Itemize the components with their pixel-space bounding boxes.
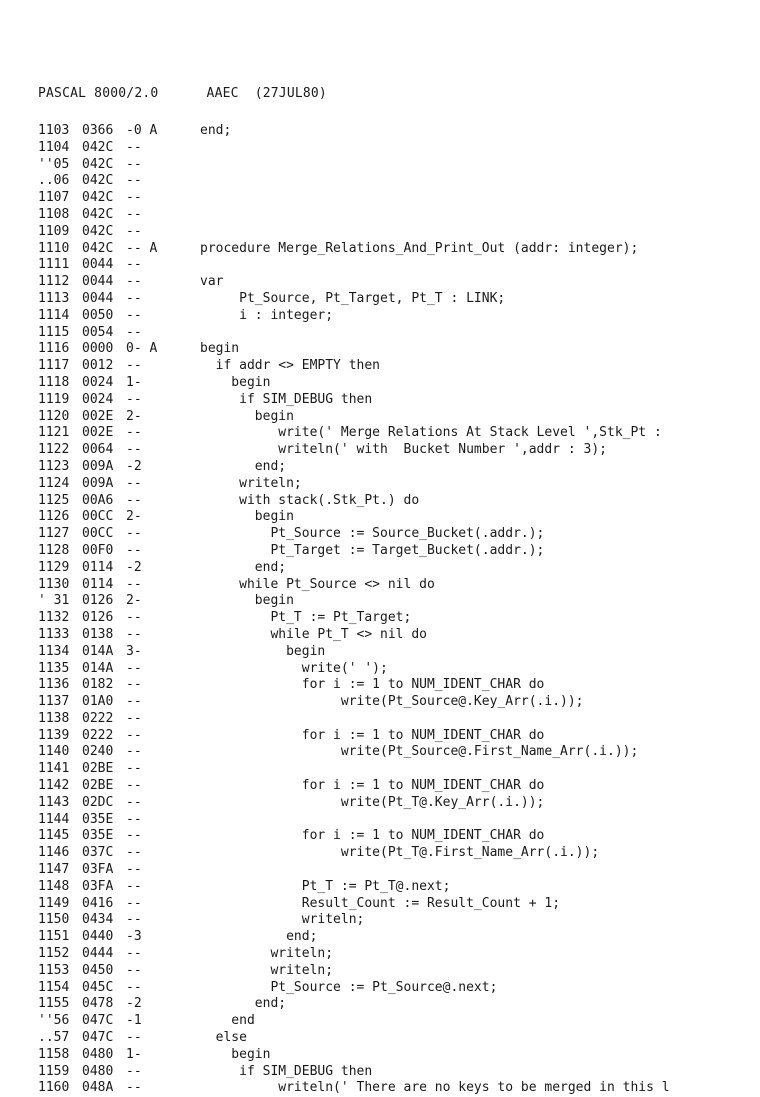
nesting-level: -- [126, 1030, 142, 1046]
listing-line [38, 593, 760, 610]
address: 0138 [82, 626, 114, 642]
nesting-level: -2 [126, 996, 142, 1012]
source-code: end; [200, 996, 287, 1012]
line-number: 1155 [38, 996, 70, 1012]
address: 00F0 [82, 542, 114, 558]
nesting-level: -- [126, 492, 142, 508]
line-number: 1103 [38, 123, 70, 138]
address: 042C [82, 240, 114, 256]
listing-line [38, 375, 760, 392]
listing-line [38, 946, 760, 963]
line-number: 1126 [38, 509, 70, 525]
address: 014A [82, 660, 114, 676]
address: 0114 [82, 576, 114, 592]
source-code: write(' '); [200, 660, 388, 676]
listing-line [38, 157, 760, 174]
nesting-level: -- [126, 794, 142, 810]
source-code: begin [200, 374, 271, 390]
nesting-level: -- [126, 677, 142, 693]
address: 0416 [82, 895, 114, 911]
source-code: write(Pt_T@.Key_Arr(.i.)); [200, 794, 545, 810]
line-number: 1158 [38, 1046, 70, 1062]
source-code: with stack(.Stk_Pt.) do [200, 492, 420, 508]
nesting-level: -- [126, 475, 142, 491]
listing-line [38, 610, 760, 627]
nesting-level: 2- [126, 408, 142, 424]
address: 0012 [82, 358, 114, 374]
source-code: for i := 1 to NUM_IDENT_CHAR do [200, 828, 545, 844]
address: 042C [82, 173, 114, 189]
listing-line [38, 392, 760, 409]
line-number: 1151 [38, 929, 70, 945]
nesting-level: -- [126, 862, 142, 878]
listing-line [38, 627, 760, 644]
address: 0114 [82, 559, 114, 575]
source-code: Pt_Source := Pt_Source@.next; [200, 979, 498, 995]
listing-line [38, 761, 760, 778]
line-number: 1104 [38, 139, 70, 155]
source-code: writeln(' There are no keys to be merged in this l [200, 1080, 670, 1096]
source-code: write(Pt_T@.First_Name_Arr(.i.)); [200, 845, 600, 861]
address: 0440 [82, 929, 114, 945]
line-number: 1139 [38, 727, 70, 743]
nesting-level: 1- [126, 1046, 142, 1062]
nesting-level: -- [126, 710, 142, 726]
nesting-level: -2 [126, 559, 142, 575]
line-number: 1135 [38, 660, 70, 676]
listing-line [38, 173, 760, 190]
address: 009A [82, 458, 114, 474]
source-code: end; [200, 929, 318, 945]
nesting-level: -- [126, 442, 142, 458]
line-number: 1122 [38, 442, 70, 458]
address: 0024 [82, 374, 114, 390]
source-code: for i := 1 to NUM_IDENT_CHAR do [200, 778, 545, 794]
listing-line [38, 241, 760, 258]
listing-line [38, 509, 760, 526]
listing-line [38, 291, 760, 308]
source-code: end [200, 1013, 255, 1029]
line-number: 1111 [38, 257, 70, 273]
source-code: Pt_Target := Target_Bucket(.addr.); [200, 542, 545, 558]
listing-line [38, 677, 760, 694]
address: 0000 [82, 341, 114, 357]
address: 02DC [82, 794, 114, 810]
line-number: 1116 [38, 341, 70, 357]
nesting-level: -- [126, 694, 142, 710]
source-code: if SIM_DEBUG then [200, 391, 373, 407]
listing-line [38, 1030, 760, 1047]
address: 03FA [82, 862, 114, 878]
address: 042C [82, 223, 114, 239]
source-code: while Pt_Source <> nil do [200, 576, 435, 592]
line-number: 1145 [38, 828, 70, 844]
line-number: 1138 [38, 710, 70, 726]
address: 0126 [82, 593, 114, 609]
address: 042C [82, 139, 114, 155]
nesting-level: -- [126, 912, 142, 928]
listing-line [38, 778, 760, 795]
nesting-level: -- [126, 878, 142, 894]
line-number: 1143 [38, 794, 70, 810]
line-number: 1146 [38, 845, 70, 861]
address: 047C [82, 1030, 114, 1046]
listing-line [38, 257, 760, 274]
address: 0366 [82, 123, 114, 138]
listing-line [38, 963, 760, 980]
nesting-level: -- [126, 391, 142, 407]
source-code: write(Pt_Source@.First_Name_Arr(.i.)); [200, 744, 639, 760]
listing-line [38, 980, 760, 997]
address: 02BE [82, 778, 114, 794]
address: 042C [82, 190, 114, 206]
address: 00CC [82, 526, 114, 542]
line-number: 1107 [38, 190, 70, 206]
line-number: 1130 [38, 576, 70, 592]
listing-line [38, 744, 760, 761]
line-number: 1123 [38, 458, 70, 474]
source-code: Pt_Source := Source_Bucket(.addr.); [200, 526, 545, 542]
nesting-level: -- [126, 811, 142, 827]
line-number: 1115 [38, 324, 70, 340]
nesting-level: -2 [126, 458, 142, 474]
listing-line [38, 442, 760, 459]
line-number: 1160 [38, 1080, 70, 1096]
listing-line [38, 493, 760, 510]
line-number: 1140 [38, 744, 70, 760]
line-number: 1119 [38, 391, 70, 407]
listing-line [38, 577, 760, 594]
nesting-level: 0- A [126, 341, 158, 357]
address: 03FA [82, 878, 114, 894]
line-number: 1148 [38, 878, 70, 894]
address: 0064 [82, 442, 114, 458]
listing-line [38, 224, 760, 241]
nesting-level: -- [126, 1063, 142, 1079]
source-code: begin [200, 643, 326, 659]
nesting-level: -- [126, 542, 142, 558]
nesting-level: -- [126, 946, 142, 962]
line-number: 1120 [38, 408, 70, 424]
line-number: 1149 [38, 895, 70, 911]
listing-line [38, 1064, 760, 1081]
address: 045C [82, 979, 114, 995]
nesting-level: -- [126, 660, 142, 676]
line-number: 1129 [38, 559, 70, 575]
source-code: writeln; [200, 962, 334, 978]
listing-line [38, 812, 760, 829]
source-code: begin [200, 509, 294, 525]
source-code: while Pt_T <> nil do [200, 626, 427, 642]
source-code: write(' Merge Relations At Stack Level ',Stk_Pt : [200, 425, 662, 441]
line-number: 1108 [38, 206, 70, 222]
nesting-level: 2- [126, 509, 142, 525]
listing-line [38, 929, 760, 946]
nesting-level: -- [126, 274, 142, 290]
nesting-level: 2- [126, 593, 142, 609]
nesting-level: -- [126, 324, 142, 340]
source-code: writeln; [200, 912, 365, 928]
listing-line [38, 845, 760, 862]
address: 037C [82, 845, 114, 861]
nesting-level: -- [126, 626, 142, 642]
source-code: writeln; [200, 475, 302, 491]
listing-line [38, 896, 760, 913]
source-code: else [200, 1030, 247, 1046]
source-code: var [200, 274, 224, 290]
listing-line [38, 828, 760, 845]
address: 047C [82, 1013, 114, 1029]
nesting-level: -- [126, 744, 142, 760]
source-code: Pt_T := Pt_Target; [200, 610, 412, 626]
address: 0050 [82, 307, 114, 323]
nesting-level: -- [126, 257, 142, 273]
source-code: write(Pt_Source@.Key_Arr(.i.)); [200, 694, 584, 710]
address: 002E [82, 408, 114, 424]
line-number: 1150 [38, 912, 70, 928]
line-number: 1153 [38, 962, 70, 978]
listing-line [38, 728, 760, 745]
address: 002E [82, 425, 114, 441]
address: 0222 [82, 727, 114, 743]
nesting-level: -- [126, 139, 142, 155]
address: 035E [82, 811, 114, 827]
line-number: 1159 [38, 1063, 70, 1079]
source-code: procedure Merge_Relations_And_Print_Out (addr: integer); [200, 240, 639, 256]
nesting-level: -- [126, 727, 142, 743]
source-listing [38, 123, 760, 1097]
nesting-level: -- [126, 223, 142, 239]
nesting-level: -- [126, 526, 142, 542]
line-number: 1132 [38, 610, 70, 626]
listing-line [38, 409, 760, 426]
nesting-level: 3- [126, 643, 142, 659]
line-number: 1110 [38, 240, 70, 256]
line-number: 1152 [38, 946, 70, 962]
line-number: 1136 [38, 677, 70, 693]
line-number: ' 31 [38, 593, 70, 609]
source-code: Pt_Source, Pt_Target, Pt_T : LINK; [200, 290, 506, 306]
listing-header: PASCAL 8000/2.0 AAEC (27JUL80) [38, 86, 327, 101]
address: 0478 [82, 996, 114, 1012]
line-number: 1112 [38, 274, 70, 290]
line-number: 1118 [38, 374, 70, 390]
line-number: 1144 [38, 811, 70, 827]
address: 02BE [82, 761, 114, 777]
nesting-level: -- [126, 895, 142, 911]
listing-line [38, 795, 760, 812]
listing-line [38, 190, 760, 207]
listing-line [38, 274, 760, 291]
line-number: 1121 [38, 425, 70, 441]
address: 0024 [82, 391, 114, 407]
listing-line [38, 341, 760, 358]
line-number: 1109 [38, 223, 70, 239]
nesting-level: -- [126, 610, 142, 626]
source-code: for i := 1 to NUM_IDENT_CHAR do [200, 727, 545, 743]
address: 0444 [82, 946, 114, 962]
listing-line [38, 140, 760, 157]
listing-line [38, 862, 760, 879]
address: 042C [82, 156, 114, 172]
listing-line [38, 358, 760, 375]
nesting-level: -- [126, 845, 142, 861]
address: 014A [82, 643, 114, 659]
listing-line [38, 543, 760, 560]
nesting-level: -- [126, 290, 142, 306]
nesting-level: -- [126, 761, 142, 777]
source-code: if SIM_DEBUG then [200, 1063, 373, 1079]
nesting-level: -- [126, 190, 142, 206]
nesting-level: -- [126, 962, 142, 978]
listing-line [38, 459, 760, 476]
nesting-level: -- [126, 156, 142, 172]
nesting-level: -- [126, 828, 142, 844]
listing-line [38, 912, 760, 929]
listing-line [38, 560, 760, 577]
line-number: 1154 [38, 979, 70, 995]
listing-line [38, 308, 760, 325]
address: 0240 [82, 744, 114, 760]
nesting-level: -1 [126, 1013, 142, 1029]
line-number: 1114 [38, 307, 70, 323]
listing-line [38, 476, 760, 493]
line-number: 1142 [38, 778, 70, 794]
line-number: ''05 [38, 156, 70, 172]
nesting-level: -3 [126, 929, 142, 945]
address: 035E [82, 828, 114, 844]
address: 048A [82, 1080, 114, 1096]
address: 0450 [82, 962, 114, 978]
line-number: 1125 [38, 492, 70, 508]
source-code: end; [200, 458, 287, 474]
line-number: 1127 [38, 526, 70, 542]
line-number: 1128 [38, 542, 70, 558]
address: 009A [82, 475, 114, 491]
line-number: 1117 [38, 358, 70, 374]
line-number: 1134 [38, 643, 70, 659]
listing-line [38, 661, 760, 678]
source-code: begin [200, 408, 294, 424]
address: 0480 [82, 1046, 114, 1062]
nesting-level: -- [126, 173, 142, 189]
address: 0222 [82, 710, 114, 726]
address: 01A0 [82, 694, 114, 710]
address: 042C [82, 206, 114, 222]
nesting-level: -- A [126, 240, 158, 256]
source-code: begin [200, 593, 294, 609]
line-number: 1137 [38, 694, 70, 710]
source-code: writeln(' with Bucket Number ',addr : 3); [200, 442, 607, 458]
nesting-level: -- [126, 206, 142, 222]
nesting-level: -- [126, 576, 142, 592]
address: 00A6 [82, 492, 114, 508]
source-code: begin [200, 341, 240, 357]
address: 0126 [82, 610, 114, 626]
nesting-level: -- [126, 425, 142, 441]
listing-line [38, 325, 760, 342]
listing-line [38, 526, 760, 543]
listing-line [38, 644, 760, 661]
source-code: Result_Count := Result_Count + 1; [200, 895, 561, 911]
address: 0182 [82, 677, 114, 693]
address: 0434 [82, 912, 114, 928]
listing-line [38, 879, 760, 896]
line-number: 1133 [38, 626, 70, 642]
source-code: end; [200, 559, 287, 575]
address: 0044 [82, 257, 114, 273]
listing-line [38, 996, 760, 1013]
address: 0054 [82, 324, 114, 340]
line-number: ..57 [38, 1030, 70, 1046]
nesting-level: 1- [126, 374, 142, 390]
line-number: 1141 [38, 761, 70, 777]
address: 00CC [82, 509, 114, 525]
nesting-level: -- [126, 307, 142, 323]
listing-line [38, 711, 760, 728]
listing-line [38, 207, 760, 224]
listing-line [38, 123, 760, 140]
line-number: ''56 [38, 1013, 70, 1029]
nesting-level: -- [126, 778, 142, 794]
listing-line [38, 1047, 760, 1064]
line-number: 1124 [38, 475, 70, 491]
source-code: for i := 1 to NUM_IDENT_CHAR do [200, 677, 545, 693]
source-code: if addr <> EMPTY then [200, 358, 381, 374]
listing-line [38, 694, 760, 711]
address: 0480 [82, 1063, 114, 1079]
nesting-level: -0 A [126, 123, 158, 138]
address: 0044 [82, 290, 114, 306]
nesting-level: -- [126, 358, 142, 374]
listing-line [38, 425, 760, 442]
line-number: 1113 [38, 290, 70, 306]
source-code: end; [200, 123, 232, 138]
source-code: i : integer; [200, 307, 334, 323]
line-number: 1147 [38, 862, 70, 878]
source-code: begin [200, 1046, 271, 1062]
nesting-level: -- [126, 979, 142, 995]
nesting-level: -- [126, 1080, 142, 1096]
source-code: writeln; [200, 946, 334, 962]
line-number: ..06 [38, 173, 70, 189]
source-code: Pt_T := Pt_T@.next; [200, 878, 451, 894]
address: 0044 [82, 274, 114, 290]
listing-line [38, 1013, 760, 1030]
